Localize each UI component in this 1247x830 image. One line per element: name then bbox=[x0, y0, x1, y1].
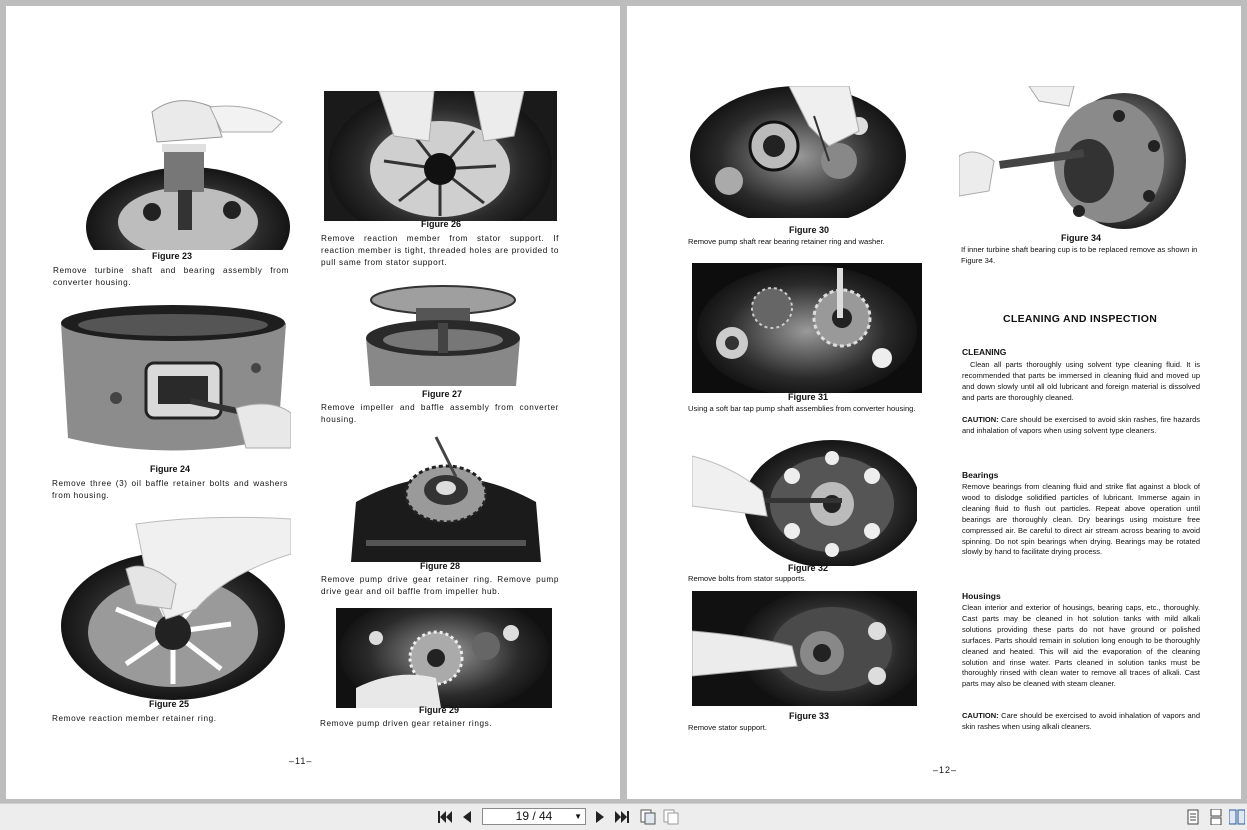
left-page bbox=[6, 6, 620, 799]
figure-27-caption: Remove impeller and baffle assembly from converter housing. bbox=[321, 403, 559, 424]
right-page bbox=[627, 6, 1241, 799]
figure-23-label: Figure 23 bbox=[151, 251, 192, 261]
figure-27-photo bbox=[358, 278, 528, 390]
figure-32-photo bbox=[692, 436, 917, 566]
figure-23-caption: Remove turbine shaft and bearing assembly from converter housing. bbox=[53, 266, 289, 287]
figure-31-caption: Using a soft bar tap pump shaft assemblies from converter housing. bbox=[688, 404, 916, 413]
figure-30-label: Figure 30 bbox=[788, 225, 829, 235]
fit-width-icon[interactable] bbox=[662, 808, 680, 826]
figure-30-photo bbox=[689, 86, 907, 218]
figure-31-photo bbox=[692, 263, 922, 393]
figure-31-label: Figure 31 bbox=[787, 392, 828, 402]
viewer-toolbar bbox=[0, 803, 1247, 830]
cleaning-text: Clean all parts thoroughly using solvent type cleaning fluid. It is recommended that parts be immersed in cleaning fluid and moved up and down slowly until all old lubricant and foreign material is dissolved and parts are thoroughly cleaned. bbox=[962, 360, 1200, 402]
figure-28-caption: Remove pump drive gear retainer ring. Remove pump drive gear and oil baffle from impeller hub. bbox=[321, 575, 559, 596]
figure-25-label: Figure 25 bbox=[148, 699, 189, 709]
last-page-icon[interactable] bbox=[613, 808, 631, 826]
two-page-view-icon[interactable] bbox=[1228, 808, 1246, 826]
first-page-icon[interactable] bbox=[436, 808, 454, 826]
figure-26-photo bbox=[324, 91, 557, 221]
figure-24-photo bbox=[56, 298, 291, 460]
next-page-icon[interactable] bbox=[591, 808, 609, 826]
cleaning-caution-label: CAUTION: bbox=[962, 415, 999, 424]
single-page-view-icon[interactable] bbox=[1184, 808, 1202, 826]
continuous-view-icon[interactable] bbox=[1207, 808, 1225, 826]
figure-25-caption: Remove reaction member retainer ring. bbox=[52, 714, 217, 723]
housings-caution-text: Care should be exercised to avoid inhalation of vapors and skin rashes when using alkali cleaners. bbox=[962, 711, 1200, 731]
bearings-paragraph: Remove bearings from cleaning fluid and strike flat against a block of wood to dislodge solidified particles of lubricant. Immerse again in cleaning fluid to flush out particles. Repeat above operation until bearings are thoroughly clean. Dry bearings using moisture free compressed air. Be careful to direct air stream across bearing to avoid spinning. Do not spin bearings when drying. Bearings may be rotated slowly by hand to facilitate drying process. bbox=[962, 482, 1200, 557]
figure-29-label: Figure 29 bbox=[418, 705, 459, 715]
figure-24-label: Figure 24 bbox=[149, 464, 190, 474]
figure-32-caption: Remove bolts from stator supports. bbox=[688, 574, 807, 583]
figure-33-photo bbox=[692, 591, 917, 706]
section-title: CLEANING AND INSPECTION bbox=[1003, 313, 1158, 325]
figure-27-label: Figure 27 bbox=[421, 389, 462, 399]
figure-28-label: Figure 28 bbox=[419, 561, 460, 571]
cleaning-heading: CLEANING bbox=[962, 347, 1007, 357]
cleaning-caution bbox=[962, 415, 1200, 437]
housings-paragraph: Clean interior and exterior of housings, bearing caps, etc., thoroughly. Cast parts may be cleaned in hot solution tanks with mild alkali solutions providing these parts do not have ground or polished surfaces. Parts should remain in solution long enough to be thoroughly cleaned and heated. This will aid the evaporation of the cleaning solution and rinse water. Parts cleaned in solution tanks must be thoroughly rinsed with clean water to remove all traces of alkali. Cast parts may also be cleaned with steam cleaner. bbox=[962, 603, 1200, 689]
figure-34-photo bbox=[959, 86, 1191, 232]
figure-28-photo bbox=[346, 432, 546, 564]
page-number-12: –12– bbox=[933, 765, 958, 775]
housings-heading: Housings bbox=[962, 591, 1001, 601]
page-number-11: –11– bbox=[289, 756, 313, 766]
prev-page-icon[interactable] bbox=[458, 808, 476, 826]
figure-33-label: Figure 33 bbox=[788, 711, 829, 721]
figure-30-caption: Remove pump shaft rear bearing retainer ring and washer. bbox=[688, 237, 885, 246]
cleaning-caution-text: Care should be exercised to avoid skin rashes, fire hazards and inhalation of vapors when using solvent type cleaners. bbox=[962, 415, 1200, 435]
housings-caution bbox=[962, 711, 1200, 733]
page-number-select[interactable] bbox=[482, 808, 586, 825]
chevron-down-icon: ▼ bbox=[574, 812, 582, 821]
figure-25-photo bbox=[56, 514, 291, 702]
cleaning-paragraph bbox=[962, 360, 1200, 404]
figure-34-caption: If inner turbine shaft bearing cup is to be replaced remove as shown in Figure 34. bbox=[961, 245, 1198, 265]
figure-26-label: Figure 26 bbox=[420, 219, 461, 229]
figure-24-caption: Remove three (3) oil baffle retainer bolts and washers from housing. bbox=[52, 479, 288, 500]
figure-29-photo bbox=[336, 608, 552, 708]
figure-29-caption: Remove pump driven gear retainer rings. bbox=[320, 719, 493, 728]
figure-34-label: Figure 34 bbox=[1060, 233, 1101, 243]
bearings-heading: Bearings bbox=[962, 470, 999, 480]
page-indicator: 19 / 44 bbox=[515, 809, 553, 823]
figure-32-label: Figure 32 bbox=[787, 563, 828, 573]
figure-23-photo bbox=[82, 92, 294, 250]
housings-caution-label: CAUTION: bbox=[962, 711, 999, 720]
figure-33-caption: Remove stator support. bbox=[688, 723, 767, 732]
figure-26-caption: Remove reaction member from stator support. If reaction member is tight, threaded holes are provided to pull same from stator support. bbox=[321, 234, 559, 267]
fit-page-icon[interactable] bbox=[639, 808, 657, 826]
